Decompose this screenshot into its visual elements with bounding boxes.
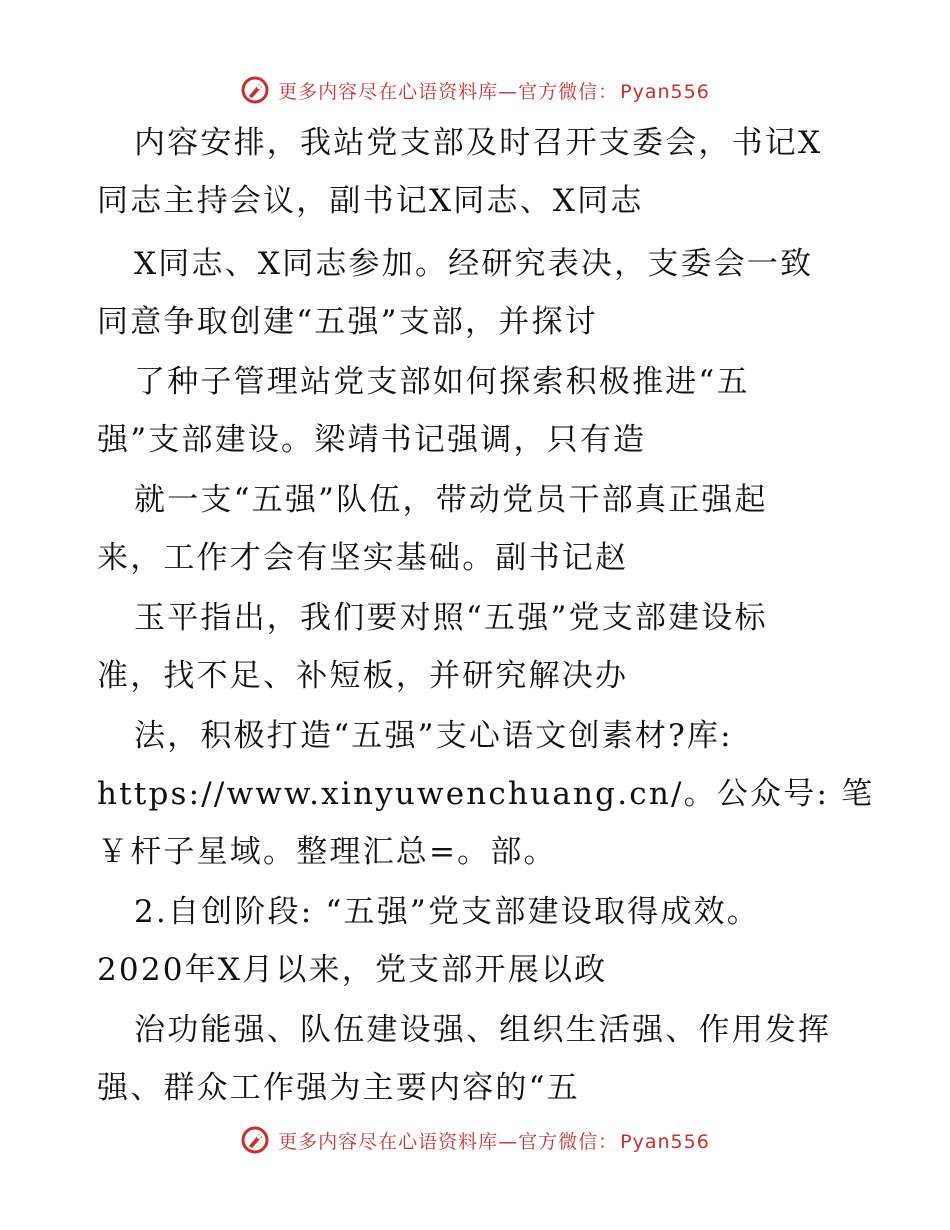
- footer-watermark: [0, 1120, 950, 1160]
- body-line: 内容安排，我站党支部及时召开支委会，书记X: [134, 125, 823, 161]
- pen-circle-logo-icon: [240, 75, 270, 105]
- body-line: 同志主持会议，副书记X同志、X同志: [97, 183, 644, 219]
- body-line: 准，找不足、补短板，并研究解决办: [97, 658, 629, 694]
- watermark-text: 更多内容尽在心语资料库—官方微信： Pyan556: [278, 80, 710, 103]
- body-line: 就一支“五强”队伍，带动党员干部真正强起: [134, 482, 768, 518]
- body-line: 强、群众工作强为主要内容的“五: [97, 1070, 580, 1106]
- pen-circle-logo-icon: [240, 1125, 270, 1155]
- body-line: 同意争取创建“五强”支部，并探讨: [97, 304, 598, 340]
- body-line: 法，积极打造“五强”支心语文创素材?库:: [134, 718, 733, 754]
- body-line: 2020年X月以来，党支部开展以政: [97, 952, 608, 988]
- body-line: 玉平指出，我们要对照“五强”党支部建设标: [134, 600, 768, 636]
- body-line: https://www.xinyuwenchuang.cn/。公众号: 笔: [97, 776, 875, 812]
- body-line: X同志、X同志参加。经研究表决，支委会一致: [134, 246, 814, 282]
- body-line: ￥杆子星域。整理汇总=。部。: [97, 834, 557, 870]
- body-line: 治功能强、队伍建设强、组织生活强、作用发挥: [134, 1012, 832, 1048]
- watermark-text: 更多内容尽在心语资料库—官方微信： Pyan556: [278, 1130, 710, 1153]
- body-line: 了种子管理站党支部如何探索积极推进“五: [134, 364, 750, 400]
- body-line: 来，工作才会有坚实基础。副书记赵: [97, 540, 629, 576]
- body-line: 强”支部建设。梁靖书记强调，只有造: [97, 422, 647, 458]
- body-line: 2.自创阶段: “五强”党支部建设取得成效。: [134, 894, 760, 930]
- header-watermark: [0, 70, 950, 110]
